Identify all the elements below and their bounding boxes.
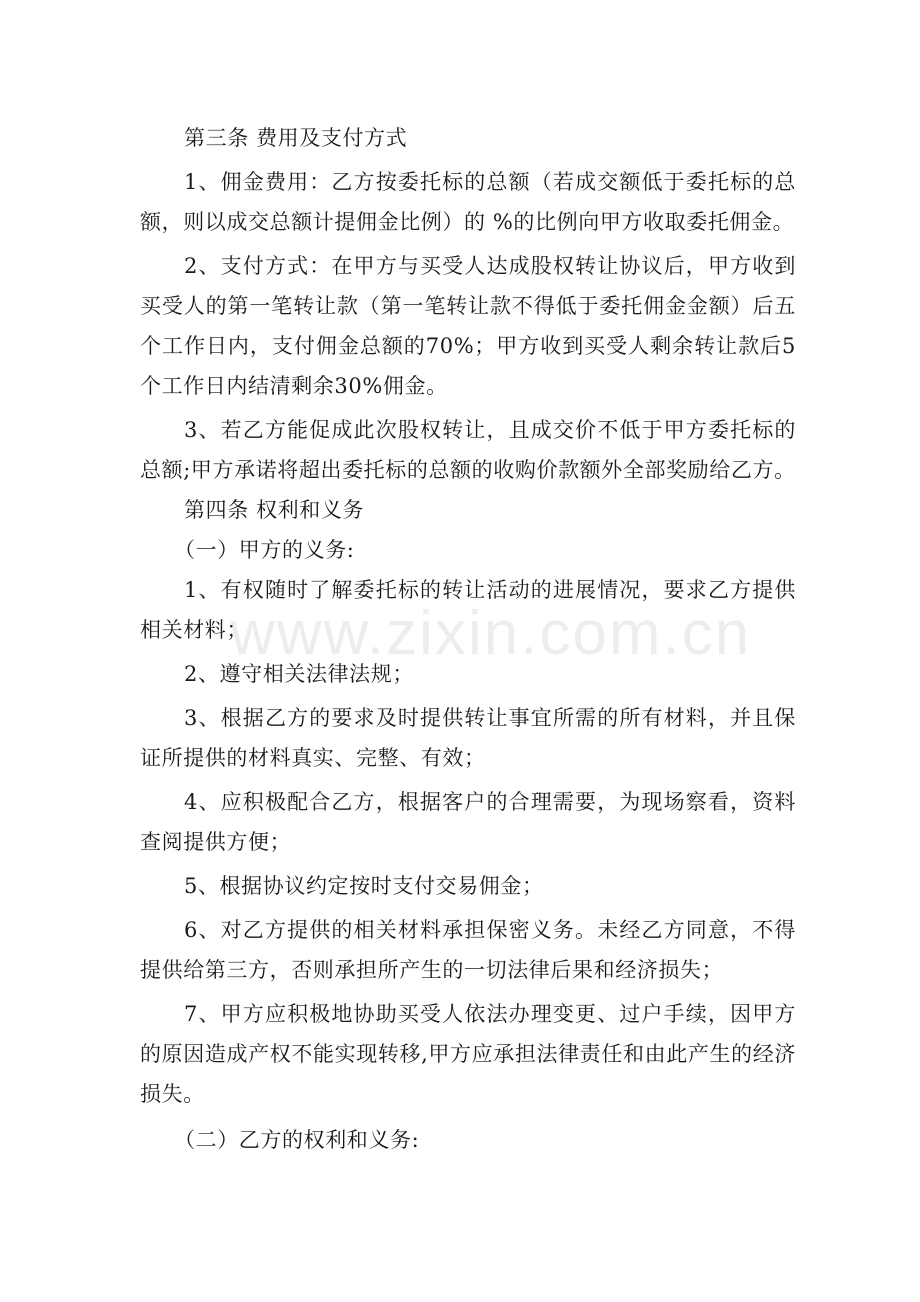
party-b-rights-heading: （二）乙方的权利和义务: [174,1128,420,1152]
watermark: www.zixin.com.cn [230,599,752,668]
party-a-item-4: 4、应积极配合乙方，根据客户的合理需要，为现场察看，资料查阅提供方便； [140,790,796,854]
party-a-obligations-heading: （一）甲方的义务: [174,538,355,562]
article-3-heading: 第三条 费用及支付方式 [184,126,408,150]
document-body [140,118,796,1160]
party-a-item-7: 7、甲方应积极地协助买受人依法办理变更、过户手续，因甲方的原因造成产权不能实现转移,甲方应承担法律责任和由此产生的经济损失。 [140,1002,796,1106]
party-a-item-3: 3、根据乙方的要求及时提供转让事宜所需的所有材料，并且保证所提供的材料真实、完整、有效； [140,706,796,770]
party-a-item-1: 1、有权随时了解委托标的转让活动的进展情况，要求乙方提供相关材料； [140,578,796,642]
article-3-clause-2: 2、支付方式：在甲方与买受人达成股权转让协议后，甲方收到买受人的第一笔转让款（第一笔转让款不得低于委托佣金金额）后五个工作日内，支付佣金总额的70%；甲方收到买受人剩余转让款后5个工作日内结清剩余30%佣金。 [140,254,796,398]
party-a-item-2: 2、遵守相关法律法规； [184,662,414,686]
party-a-item-6: 6、对乙方提供的相关材料承担保密义务。未经乙方同意，不得提供给第三方，否则承担所产生的一切法律后果和经济损失； [140,918,796,982]
party-a-item-5: 5、根据协议约定按时支付交易佣金； [184,874,544,898]
article-3-clause-1: 1、佣金费用：乙方按委托标的总额（若成交额低于委托标的总额，则以成交总额计提佣金比例）的 %的比例向甲方收取委托佣金。 [140,170,796,234]
article-3-clause-3: 3、若乙方能促成此次股权转让，且成交价不低于甲方委托标的总额;甲方承诺将超出委托标的总额的收购价款额外全部奖励给乙方。 [140,418,796,482]
article-4-heading: 第四条 权利和义务 [184,498,365,522]
